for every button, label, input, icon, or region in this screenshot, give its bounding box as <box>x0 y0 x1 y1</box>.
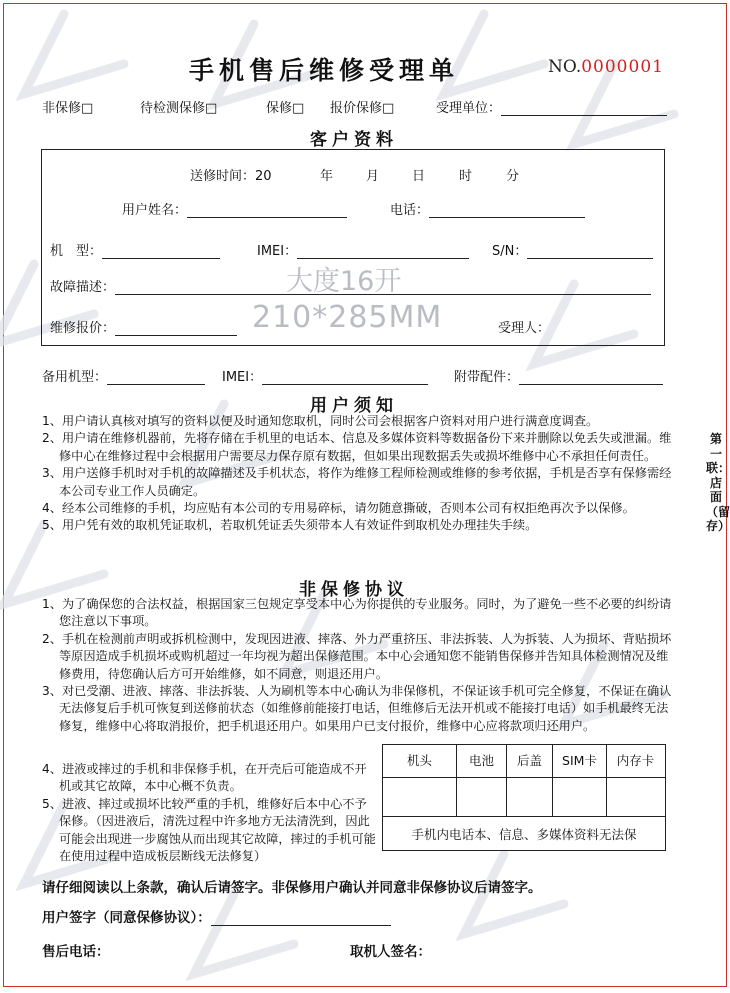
service-type-pending-check[interactable]: 待检测保修□ <box>140 101 218 116</box>
notice-item: 3、用户送修手机时对手机的故障描述及手机状态，将作为维修工程师检测或维修的参考依据，手机是否享有保修需经本公司专业工作人员确定。 <box>42 466 672 498</box>
spare-imei-field: IMEI： <box>222 366 428 385</box>
accessories-line[interactable] <box>519 370 663 385</box>
time-unit-year: 年 <box>320 169 334 184</box>
non-warranty-item: 1、为了确保您的合法权益，根据国家三包规定享受本中心为你提供的专业服务。同时，为了避免一些不必要的纠纷请您注意以下事项。 <box>42 597 672 629</box>
form-title: 手机售后维修受理单 <box>188 56 459 85</box>
fault-field: 故障描述： <box>50 276 651 295</box>
watermark-dimension-text: 210*285MM <box>252 300 443 335</box>
accessory-table-header <box>383 745 665 777</box>
user-name-line[interactable] <box>187 203 347 218</box>
send-time-label: 送修时间：20 <box>190 169 272 184</box>
non-warranty-list <box>42 596 672 735</box>
non-warranty-item: 3、对已受潮、进液、摔落、非法拆装、人为刷机等本中心确认为非保修机，不保证该手机可完全修复，不保证在确认无法修复后手机可恢复到送修前状态（如维修前能接打电话，但维修后无法开机或不能接打电话）如手机最终无法修复，维修中心将取消报价，把手机退还用户。如果用户已支付报价，维修中心应将款项归还用户。 <box>42 684 672 733</box>
service-type-warranty[interactable]: 保修□ <box>266 101 305 116</box>
aftersale-phone-label: 售后电话： <box>42 944 110 960</box>
user-signature-line[interactable] <box>211 910 391 926</box>
non-warranty-item: 2、手机在检测前声明或拆机检测中，发现因进液、摔落、外力严重挤压、非法拆装、人为拆装、人为损坏、背贴损坏等原因造成手机损坏或购机超过一年均视为超出保修范围。本中心会通知您不能销售保修并告知具体检测情况及维修费用，待您确认后方可开始维修，如不同意，则退还用户。 <box>42 631 672 681</box>
col-sim-card: SIM卡 <box>553 745 607 777</box>
customer-section-title: 客户资料 <box>310 130 398 150</box>
serial-number: NO.0000001 <box>548 57 664 77</box>
quote-field: 维修报价： <box>50 317 237 336</box>
sn-field: S/N： <box>492 240 653 259</box>
accessories-field: 附带配件： <box>454 366 663 385</box>
phone-field: 电话： <box>390 199 585 218</box>
time-unit-month: 月 <box>366 169 380 184</box>
spare-model-field: 备用机型： <box>42 366 205 385</box>
non-warranty-title: 非保修协议 <box>299 580 409 600</box>
receiving-unit-line[interactable] <box>501 101 667 116</box>
cell-sim-card[interactable] <box>553 778 607 816</box>
user-name-field: 用户姓名： <box>122 199 347 218</box>
col-memory-card: 内存卡 <box>616 753 655 768</box>
confirm-text: 请仔细阅读以上条款，确认后请签字。非保修用户确认并同意非保修协议后请签字。 <box>42 880 542 896</box>
time-unit-minute: 分 <box>506 169 520 184</box>
imei-line[interactable] <box>297 244 469 259</box>
accessory-table-body <box>383 777 665 817</box>
non-warranty-item: 4、进液或摔过的手机和非保修手机，在开壳后可能造成不开机或其它故障，本中心概不负责。 <box>42 762 367 794</box>
cell-handset[interactable] <box>383 778 457 816</box>
non-warranty-list-narrow <box>42 761 376 865</box>
spare-imei-line[interactable] <box>262 370 428 385</box>
spare-model-line[interactable] <box>107 370 205 385</box>
imei-field: IMEI： <box>257 240 469 259</box>
copy-note: 第一联：店面（留存） <box>706 432 730 533</box>
cell-back-cover[interactable] <box>507 778 553 816</box>
service-type-quote[interactable]: 报价保修□ <box>330 101 395 116</box>
cell-battery[interactable] <box>457 778 507 816</box>
pickup-signature-label: 取机人签名： <box>350 944 431 960</box>
model-line[interactable] <box>102 244 220 259</box>
col-handset: 机头 <box>383 745 457 777</box>
table-note: 手机内电话本、信息、多媒体资料无法保 <box>411 827 637 842</box>
handler-label: 受理人： <box>498 321 551 336</box>
notice-item: 1、用户请认真核对填写的资料以便及时通知您取机，同时公司会根据客户资料对用户进行满意度调查。 <box>42 414 599 428</box>
user-signature-field: 用户签字（同意保修协议）： <box>42 906 391 926</box>
service-type-nonwarranty[interactable]: 非保修□ <box>42 101 94 116</box>
sn-line[interactable] <box>527 244 653 259</box>
repair-form <box>3 3 730 987</box>
accessory-table <box>382 744 666 851</box>
notice-item: 5、用户凭有效的取机凭证取机，若取机凭证丢失须带本人有效证件到取机处办理挂失手续。 <box>42 518 538 533</box>
cell-memory-card[interactable] <box>607 778 664 816</box>
notice-item: 2、用户请在维修机器前，先将存储在手机里的电话本、信息及多媒体资料等数据备份下来并删除以免丢失或泄漏。维修中心在维修过程中会根据用户需要尽力保存原有数据，但如果出现数据丢失或损坏维修中心不承担任何责任。 <box>42 431 672 463</box>
time-unit-day: 日 <box>412 169 426 184</box>
receiving-unit: 受理单位： <box>436 97 667 116</box>
non-warranty-item: 5、进液、摔过或损坏比较严重的手机，维修好后本中心不予保修。（因进液后，清洗过程中许多地方无法清洗到，因此可能会出现进一步腐蚀从而出现其它故障，摔过的手机可能在使用过程中造成板层断线无法修复） <box>42 796 376 864</box>
col-battery: 电池 <box>457 745 507 777</box>
notice-title: 用户须知 <box>310 396 398 416</box>
phone-line[interactable] <box>429 203 585 218</box>
time-unit-hour: 时 <box>459 169 473 184</box>
notice-item: 4、经本公司维修的手机，均应贴有本公司的专用易碎标，请勿随意撕破，否则本公司有权拒绝再次予以保修。 <box>42 501 635 516</box>
quote-line[interactable] <box>115 321 237 336</box>
model-field: 机 型： <box>50 240 220 259</box>
watermark-size-text: 大度16开 <box>286 266 402 297</box>
notice-list <box>42 413 672 535</box>
col-back-cover: 后盖 <box>507 745 553 777</box>
